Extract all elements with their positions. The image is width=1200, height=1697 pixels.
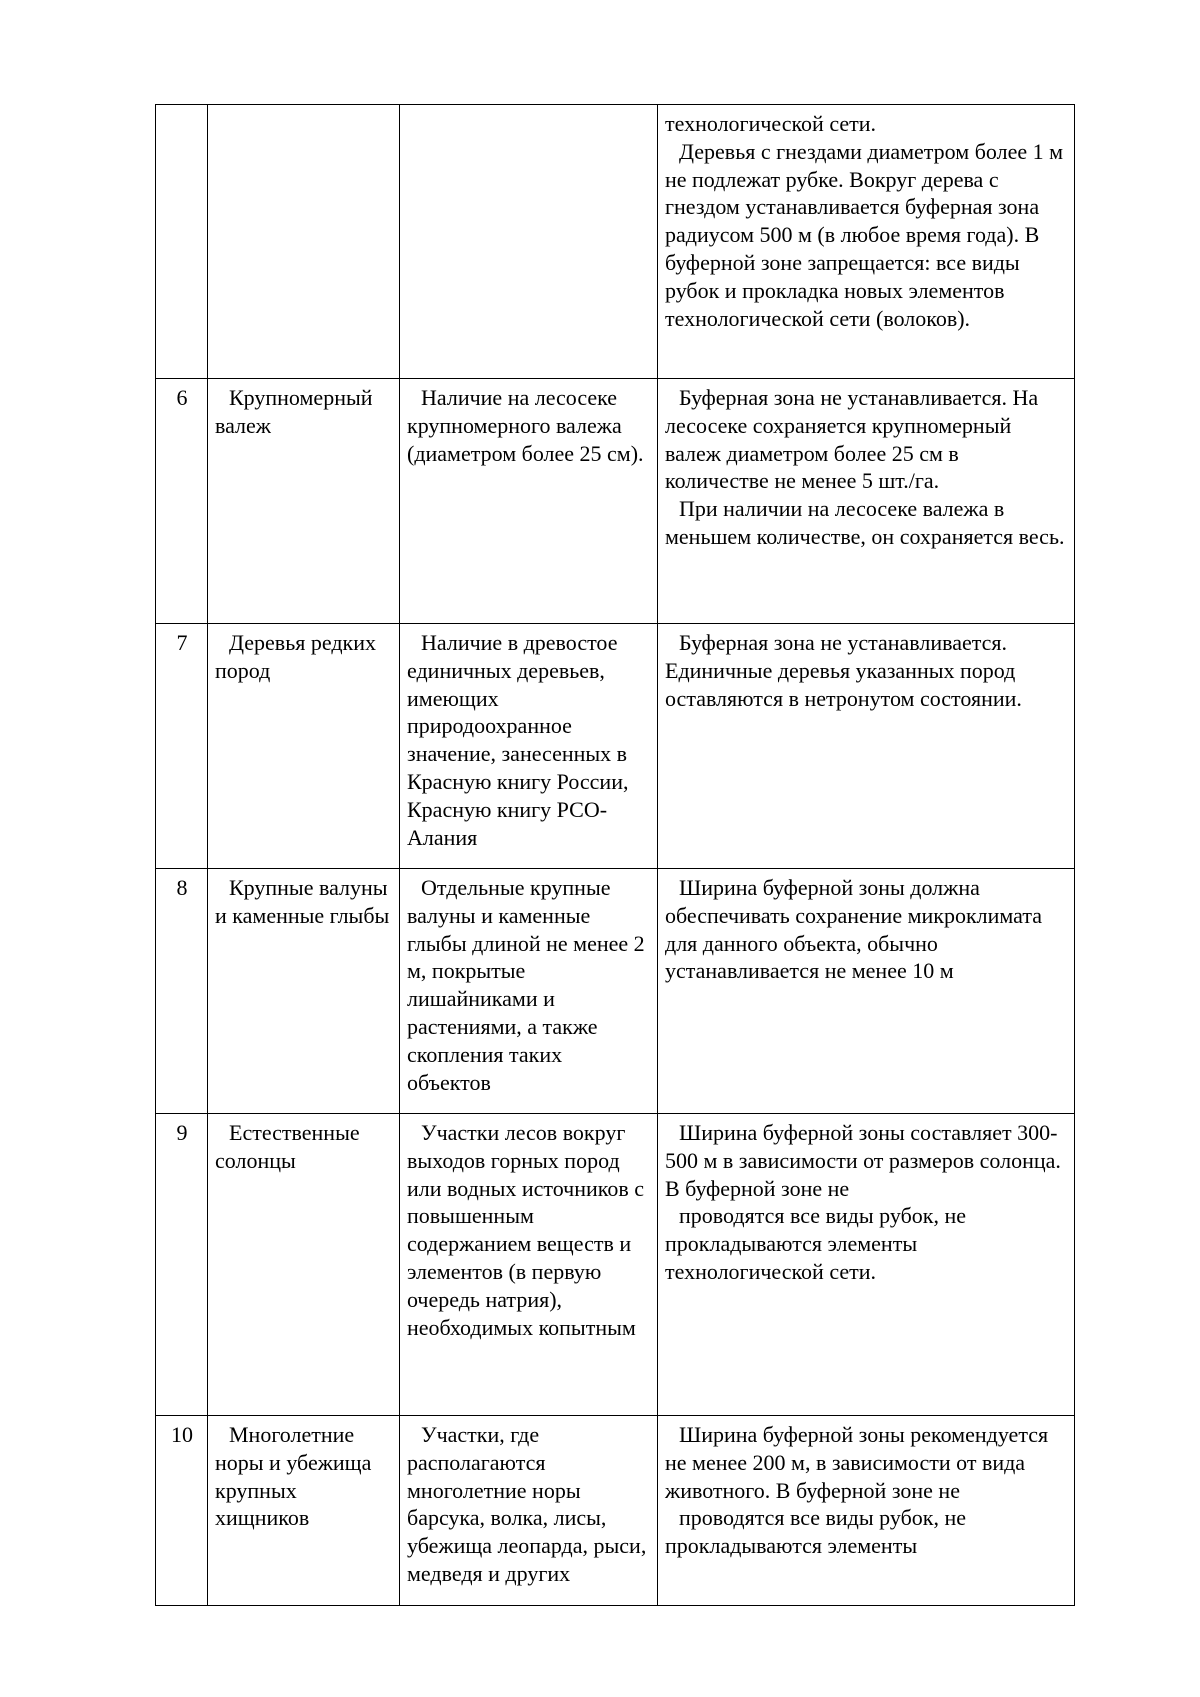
- measure-paragraph: Ширина буферной зоны составляет 300-500 м в зависимости от размеров солонца. В буферной зоне не: [665, 1120, 1061, 1201]
- row-number: 8: [156, 869, 208, 1114]
- measures-cell: [658, 1114, 1075, 1416]
- table-row: [156, 1114, 1075, 1416]
- object-name: Деревья редких пород: [208, 624, 400, 869]
- measures-cell: [658, 624, 1075, 869]
- measures-cell: [658, 379, 1075, 624]
- criterion-cell: Участки лесов вокруг выходов горных пород или водных источников с повышенным содержанием веществ и элементов (в первую очередь натрия), необходимых копытным: [400, 1114, 658, 1416]
- row-number: 6: [156, 379, 208, 624]
- row-number: 7: [156, 624, 208, 869]
- table-row: [156, 624, 1075, 869]
- table-row: [156, 869, 1075, 1114]
- measure-paragraph: проводятся все виды рубок, не прокладываются элементы технологической сети.: [665, 1203, 966, 1284]
- measure-paragraph: проводятся все виды рубок, не прокладываются элементы: [665, 1505, 966, 1559]
- object-name: Крупномерный валеж: [208, 379, 400, 624]
- measures-cell: [658, 869, 1075, 1114]
- table-row: [156, 105, 1075, 379]
- row-number: 10: [156, 1416, 208, 1606]
- measure-paragraph: Буферная зона не устанавливается. Единичные деревья указанных пород оставляются в нетронутом состоянии.: [665, 630, 1022, 711]
- measure-paragraph: При наличии на лесосеке валежа в меньшем количестве, он сохраняется весь.: [665, 496, 1065, 549]
- object-name: Многолетние норы и убежища крупных хищников: [208, 1416, 400, 1606]
- criterion-cell: Наличие в древостое единичных деревьев, имеющих природоохранное значение, занесенных в Красную книгу России, Красную книгу РСО-Алания: [400, 624, 658, 869]
- object-name: [208, 105, 400, 379]
- criterion-cell: Наличие на лесосеке крупномерного валежа (диаметром более 25 см).: [400, 379, 658, 624]
- measure-paragraph: Ширина буферной зоны рекомендуется не менее 200 м, в зависимости от вида животного. В буферной зоне не: [665, 1422, 1049, 1503]
- measure-paragraph: Ширина буферной зоны должна обеспечивать сохранение микроклимата для данного объекта, обычно устанавливается не менее 10 м: [665, 875, 1043, 984]
- measure-paragraph: Буферная зона не устанавливается. На лесосеке сохраняется крупномерный валеж диаметром более 25 см в количестве не менее 5 шт./га.: [665, 385, 1039, 494]
- measures-cell: [658, 105, 1075, 379]
- criterion-cell: Отдельные крупные валуны и каменные глыбы длиной не менее 2 м, покрытые лишайниками и растениями, а также скопления таких объектов: [400, 869, 658, 1114]
- object-name: Естественные солонцы: [208, 1114, 400, 1416]
- table-row: [156, 1416, 1075, 1606]
- table-row: [156, 379, 1075, 624]
- measures-cell: [658, 1416, 1075, 1606]
- row-number: 9: [156, 1114, 208, 1416]
- criterion-cell: Участки, где располагаются многолетние норы барсука, волка, лисы, убежища леопарда, рыси, медведя и других: [400, 1416, 658, 1606]
- measure-paragraph: Деревья с гнездами диаметром более 1 м не подлежат рубке. Вокруг дерева с гнездом устанавливается буферная зона радиусом 500 м (в любое время года). В буферной зоне запрещается: все виды рубок и прокладка новых элементов технологической сети (волоков).: [665, 138, 1064, 331]
- table-body: [156, 105, 1075, 1606]
- buffer-zone-table: [155, 104, 1075, 1606]
- row-number: [156, 105, 208, 379]
- measure-paragraph: технологической сети.: [665, 111, 877, 136]
- criterion-cell: [400, 105, 658, 379]
- object-name: Крупные валуны и каменные глыбы: [208, 869, 400, 1114]
